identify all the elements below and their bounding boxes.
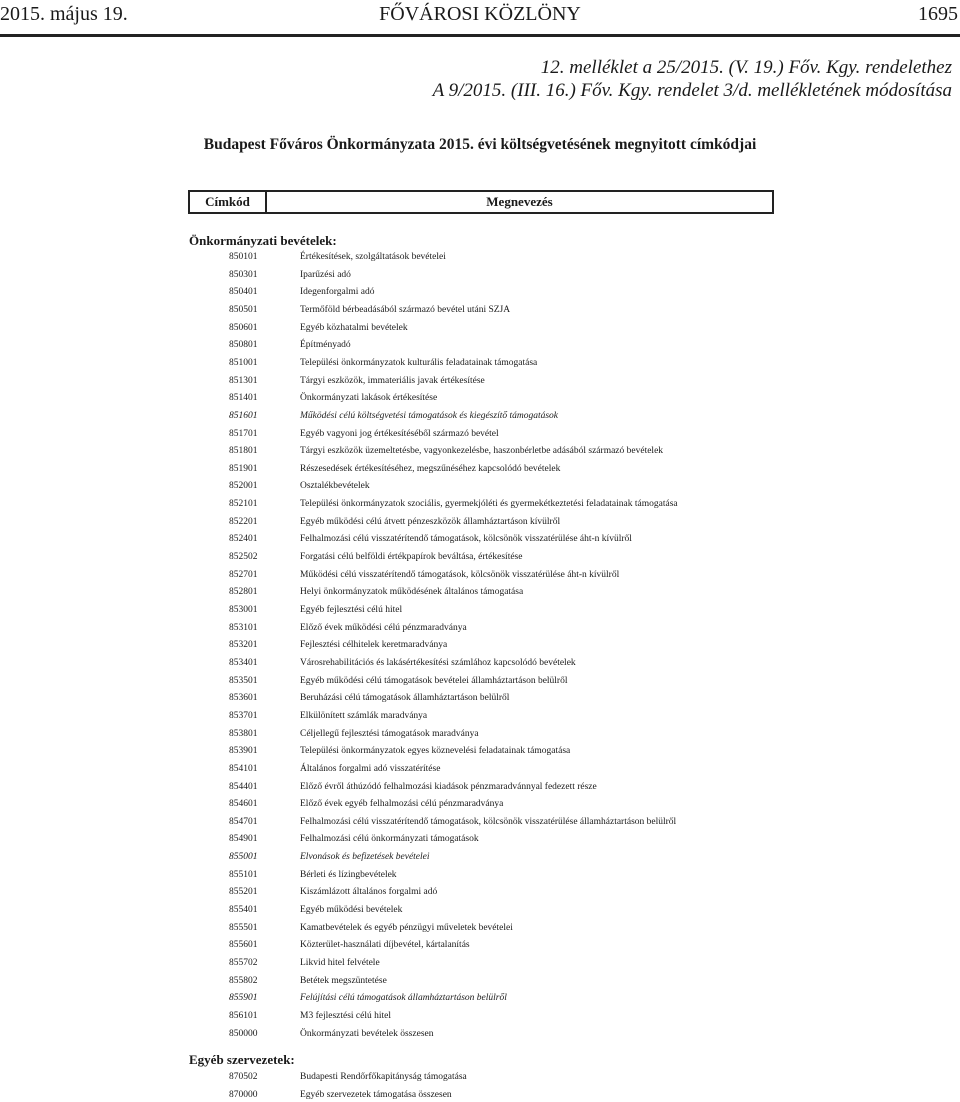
annex-line-1: 12. melléklet a 25/2015. (V. 19.) Főv. Kgy. rendelethez	[540, 57, 952, 78]
row-code: 852502	[229, 552, 258, 562]
table-row	[0, 285, 960, 299]
table-row	[0, 744, 960, 758]
table-header	[188, 190, 774, 214]
table-row	[0, 550, 960, 564]
row-code: 855101	[229, 869, 258, 880]
row-code: 853801	[229, 728, 258, 739]
table-row	[0, 850, 960, 864]
row-code: 850401	[229, 287, 258, 298]
row-name: Egyéb fejlesztési célú hitel	[300, 605, 403, 615]
table-row	[0, 427, 960, 441]
row-code: 854701	[229, 816, 258, 827]
table-row	[0, 585, 960, 599]
row-name: Egyéb vagyoni jog értékesítéséből származó bevétel	[300, 428, 499, 439]
table-row	[0, 621, 960, 635]
table-row	[0, 674, 960, 688]
row-code: 850601	[229, 322, 258, 333]
row-code: 852401	[229, 534, 258, 545]
row-name: Termőföld bérbeadásából származó bevétel utáni SZJA	[300, 304, 511, 315]
table-row	[0, 391, 960, 405]
row-code: 852001	[229, 481, 258, 492]
row-code: 853401	[229, 658, 258, 668]
row-name: Tárgyi eszközök üzemeltetésbe, vagyonkezelésbe, haszonbérletbe adásából származó bevételek	[300, 446, 664, 457]
document-title: Budapest Főváros Önkormányzata 2015. évi költségvetésének megnyitott címkódjai	[203, 136, 757, 153]
row-name: Előző évek működési célú pénzmaradványa	[300, 622, 467, 633]
row-code: 870000	[229, 1089, 258, 1100]
section-heading: Egyéb szervezetek:	[189, 1052, 295, 1067]
row-code: 850801	[229, 340, 258, 351]
row-name: Helyi önkormányzatok működésének általános támogatása	[300, 587, 524, 598]
row-name: Városrehabilitációs és lakásértékesítési számlához kapcsolódó bevételek	[300, 658, 576, 668]
table-row	[0, 268, 960, 282]
row-name: Előző évről áthúzódó felhalmozási kiadások pénzmaradvánnyal fedezett része	[300, 781, 597, 792]
row-name: Budapesti Rendőrfőkapitányság támogatása	[300, 1072, 467, 1082]
table-row	[0, 338, 960, 352]
row-name: Osztalékbevételek	[300, 481, 370, 492]
row-code: 850101	[229, 252, 258, 262]
table-row	[0, 603, 960, 617]
row-name: Felújítási célú támogatások államháztartáson belülről	[300, 993, 507, 1004]
annex-line-2: A 9/2015. (III. 16.) Főv. Kgy. rendelet 3/d. mellékletének módosítása	[432, 80, 952, 101]
table-row	[0, 303, 960, 317]
row-name: M3 fejlesztési célú hitel	[300, 1010, 392, 1021]
table-row	[0, 938, 960, 952]
table-row	[0, 656, 960, 670]
row-name: Beruházási célú támogatások államháztartáson belülről	[300, 693, 510, 704]
row-name: Betétek megszüntetése	[300, 975, 387, 986]
row-code: 851001	[229, 357, 258, 368]
row-name: Felhalmozási célú önkormányzati támogatások	[300, 834, 479, 845]
row-name: Önkormányzati lakások értékesítése	[300, 393, 438, 404]
table-row	[0, 532, 960, 546]
section-heading: Önkormányzati bevételek:	[189, 233, 337, 248]
table-row	[0, 1088, 960, 1102]
row-name: Általános forgalmi adó visszatérítése	[300, 763, 441, 774]
row-code: 855601	[229, 940, 258, 951]
row-code: 852101	[229, 499, 258, 510]
table-row	[0, 409, 960, 423]
table-row	[0, 479, 960, 493]
row-code: 851901	[229, 463, 258, 474]
page-number: 1695	[918, 3, 958, 25]
row-code: 854601	[229, 799, 258, 810]
table-row	[0, 1070, 960, 1084]
table-row	[0, 462, 960, 476]
row-code: 855201	[229, 887, 258, 898]
table-row	[0, 797, 960, 811]
column-header-code: Címkód	[190, 192, 267, 212]
row-name: Egyéb közhatalmi bevételek	[300, 322, 408, 333]
row-code: 853101	[229, 622, 258, 633]
table-row	[0, 991, 960, 1005]
row-name: Céljellegű fejlesztési támogatások maradványa	[300, 728, 479, 739]
row-code: 855401	[229, 905, 258, 915]
row-name: Likvid hitel felvétele	[300, 958, 380, 968]
table-row	[0, 868, 960, 882]
row-name: Települési önkormányzatok kulturális feladatainak támogatása	[300, 357, 538, 368]
row-name: Részesedések értékesítéséhez, megszűnéséhez kapcsolódó bevételek	[300, 463, 561, 474]
table-row	[0, 780, 960, 794]
row-code: 870502	[229, 1072, 258, 1082]
row-code: 854401	[229, 781, 258, 792]
table-row	[0, 568, 960, 582]
row-code: 856101	[229, 1010, 258, 1021]
row-name: Tárgyi eszközök, immateriális javak értékesítése	[300, 375, 485, 386]
row-name: Közterület-használati díjbevétel, kártalanítás	[300, 940, 470, 951]
row-name: Működési célú költségvetési támogatások és kiegészítő támogatások	[300, 410, 559, 421]
header-rule	[0, 34, 960, 37]
row-code: 853201	[229, 640, 258, 651]
row-code: 852701	[229, 569, 258, 580]
row-name: Elkülönített számlák maradványa	[300, 710, 428, 721]
table-row	[0, 691, 960, 705]
row-code: 851601	[229, 410, 258, 421]
row-code: 853001	[229, 605, 258, 615]
row-code: 853701	[229, 710, 258, 721]
row-name: Kiszámlázott általános forgalmi adó	[300, 887, 438, 898]
row-name: Elvonások és befizetések bevételei	[300, 852, 430, 863]
row-code: 855001	[229, 852, 258, 863]
table-row	[0, 921, 960, 935]
row-name: Önkormányzati bevételek összesen	[300, 1028, 434, 1039]
row-name: Működési célú visszatérítendő támogatások, kölcsönök visszatérülése áht-n kívülről	[300, 569, 620, 580]
table-row	[0, 638, 960, 652]
table-row	[0, 903, 960, 917]
row-name: Építményadó	[300, 340, 351, 351]
row-name: Iparűzési adó	[300, 269, 351, 280]
row-code: 855501	[229, 922, 258, 933]
row-code: 854101	[229, 763, 258, 774]
table-row	[0, 762, 960, 776]
row-name: Egyéb szervezetek támogatása összesen	[300, 1089, 452, 1100]
issue-date: 2015. május 19.	[0, 3, 128, 25]
table-row	[0, 727, 960, 741]
row-code: 855802	[229, 975, 258, 986]
row-name: Egyéb működési célú átvett pénzeszközök államháztartáson kívülről	[300, 516, 561, 527]
row-name: Települési önkormányzatok egyes köznevelési feladatainak támogatása	[300, 746, 571, 757]
table-row	[0, 709, 960, 723]
row-name: Bérleti és lízingbevételek	[300, 869, 397, 880]
row-code: 855702	[229, 958, 258, 968]
row-name: Idegenforgalmi adó	[300, 287, 375, 298]
row-name: Kamatbevételek és egyéb pénzügyi műveletek bevételei	[300, 922, 513, 933]
table-row	[0, 515, 960, 529]
row-code: 853901	[229, 746, 258, 757]
table-row	[0, 832, 960, 846]
row-name: Egyéb működési bevételek	[300, 905, 403, 915]
table-row	[0, 1027, 960, 1041]
row-code: 852201	[229, 516, 258, 527]
row-code: 850501	[229, 304, 258, 315]
row-code: 851801	[229, 446, 258, 457]
row-name: Fejlesztési célhitelek keretmaradványa	[300, 640, 448, 651]
table-row	[0, 1009, 960, 1023]
table-row	[0, 374, 960, 388]
table-row	[0, 250, 960, 264]
row-code: 851701	[229, 428, 258, 439]
row-name: Települési önkormányzatok szociális, gyermekjóléti és gyermekétkeztetési feladatainak támogatása	[300, 499, 678, 510]
row-name: Értékesítések, szolgáltatások bevételei	[300, 252, 446, 262]
row-code: 852801	[229, 587, 258, 598]
row-name: Felhalmozási célú visszatérítendő támogatások, kölcsönök visszatérülése áht-n kívülről	[300, 534, 632, 545]
row-name: Előző évek egyéb felhalmozási célú pénzmaradványa	[300, 799, 504, 810]
table-row	[0, 444, 960, 458]
table-row	[0, 497, 960, 511]
row-code: 851401	[229, 393, 258, 404]
row-code: 851301	[229, 375, 258, 386]
row-name: Egyéb működési célú támogatások bevételei államháztartáson belülről	[300, 675, 568, 686]
page-header	[0, 0, 960, 34]
annex-caption	[433, 56, 952, 102]
row-code: 854901	[229, 834, 258, 845]
row-name: Forgatási célú belföldi értékpapírok beváltása, értékesítése	[300, 552, 523, 562]
row-code: 850301	[229, 269, 258, 280]
table-row	[0, 321, 960, 335]
table-row	[0, 885, 960, 899]
row-code: 850000	[229, 1028, 258, 1039]
table-row	[0, 356, 960, 370]
table-row	[0, 956, 960, 970]
gazette-title: FŐVÁROSI KÖZLÖNY	[379, 3, 581, 25]
row-code: 853601	[229, 693, 258, 704]
table-row	[0, 815, 960, 829]
row-name: Felhalmozási célú visszatérítendő támogatások, kölcsönök visszatérülése államháztartáson belülről	[300, 816, 677, 827]
column-header-name: Megnevezés	[486, 194, 553, 209]
row-code: 853501	[229, 675, 258, 686]
table-row	[0, 974, 960, 988]
row-code: 855901	[229, 993, 258, 1004]
